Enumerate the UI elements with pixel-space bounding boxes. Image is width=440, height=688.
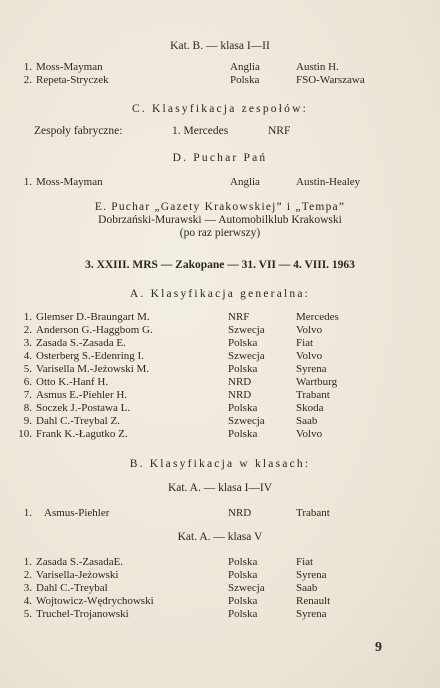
- rank: 2.: [23, 74, 32, 86]
- car: Syrena: [296, 363, 327, 375]
- country: NRD: [228, 376, 252, 388]
- rank: 1.: [23, 507, 32, 519]
- driver: Osterberg S.-Edenring I.: [36, 350, 144, 362]
- rank: 4.: [23, 595, 32, 607]
- car: Skoda: [296, 402, 324, 414]
- fabryczne-label: Zespoły fabryczne:: [34, 125, 123, 137]
- result-row: [0, 402, 440, 415]
- car: Saab: [296, 582, 318, 594]
- result-row: [0, 582, 440, 595]
- car: Austin-Healey: [296, 176, 361, 188]
- driver: Moss-Mayman: [36, 61, 103, 73]
- rank: 1.: [23, 61, 32, 73]
- car: FSO-Warszawa: [296, 74, 365, 86]
- rank: 1.: [23, 176, 32, 188]
- driver: Frank K.-Łagutko Z.: [36, 428, 128, 440]
- car: Volvo: [296, 428, 323, 440]
- kat-a-iv-row: [0, 507, 440, 520]
- kat-a-iv-heading: Kat. A. — klasa I—IV: [167, 482, 273, 494]
- country: Anglia: [230, 176, 260, 188]
- result-row: [0, 569, 440, 582]
- result-row: [0, 556, 440, 569]
- country: Szwecja: [228, 415, 265, 427]
- driver: Dahl C.-Treybal: [36, 582, 108, 594]
- rank: 8.: [23, 402, 32, 414]
- generalna-heading: A. Klasyfikacja generalna:: [129, 288, 311, 300]
- puchar-pan-heading: D. Puchar Pań: [172, 152, 268, 164]
- country: Polska: [228, 337, 258, 349]
- driver: Asmus-Piehler: [44, 507, 110, 519]
- car: Trabant: [296, 507, 330, 519]
- driver: Zasada S.-Zasada E.: [36, 337, 126, 349]
- driver: Otto K.-Hanf H.: [36, 376, 109, 388]
- country: Polska: [228, 363, 258, 375]
- country: NRD: [228, 507, 252, 519]
- driver: Varisella-Jeżowski: [36, 569, 119, 581]
- car: Saab: [296, 415, 318, 427]
- fabryczne-country: NRF: [268, 125, 291, 137]
- rank: 9.: [23, 415, 32, 427]
- country: Polska: [228, 556, 258, 568]
- rank: 3.: [23, 337, 32, 349]
- car: Volvo: [296, 350, 323, 362]
- country: NRF: [228, 311, 250, 323]
- country: Szwecja: [228, 350, 265, 362]
- result-row: [0, 324, 440, 337]
- driver: Zasada S.-ZasadaE.: [36, 556, 124, 568]
- rank: 1.: [23, 311, 32, 323]
- result-row: [0, 608, 440, 621]
- driver: Moss-Mayman: [36, 176, 103, 188]
- kat-b-heading: Kat. B. — klasa I—II: [170, 40, 270, 52]
- result-row: [0, 61, 440, 74]
- country: Polska: [228, 569, 258, 581]
- driver: Truchel-Trojanowski: [36, 608, 129, 620]
- car: Trabant: [296, 389, 330, 401]
- car: Syrena: [296, 608, 327, 620]
- klasach-heading: B. Klasyfikacja w klasach:: [129, 458, 311, 470]
- country: NRD: [228, 389, 252, 401]
- event-title: 3. XXIII. MRS — Zakopane — 31. VII — 4. VIII. 1963: [85, 259, 355, 271]
- rank: 2.: [23, 324, 32, 336]
- result-row: [0, 428, 440, 441]
- driver: Dahl C.-Treybal Z.: [36, 415, 120, 427]
- car: Mercedes: [296, 311, 339, 323]
- car: Austin H.: [296, 61, 339, 73]
- fabryczne-entry: 1. Mercedes: [172, 125, 229, 137]
- result-row: [0, 74, 440, 87]
- car: Fiat: [296, 556, 314, 568]
- driver: Asmus E.-Piehler H.: [36, 389, 128, 401]
- page-number: 9: [375, 640, 382, 655]
- driver: Wojtowicz-Wędrychowski: [36, 595, 154, 607]
- result-row: [0, 363, 440, 376]
- country: Szwecja: [228, 324, 265, 336]
- country: Polska: [228, 595, 258, 607]
- rank: 6.: [23, 376, 32, 388]
- puchar-gazety-heading: E. Puchar „Gazety Krakowskiej” i „Tempa”: [94, 201, 346, 213]
- zespolow-heading: C. Klasyfikacja zespołów:: [131, 103, 309, 115]
- result-row: [0, 389, 440, 402]
- rank: 1.: [23, 556, 32, 568]
- result-row: [0, 595, 440, 608]
- driver: Soczek J.-Postawa L.: [36, 402, 131, 414]
- rank: 5.: [23, 608, 32, 620]
- rank: 10.: [18, 428, 32, 440]
- rank: 3.: [23, 582, 32, 594]
- country: Polska: [228, 402, 258, 414]
- country: Anglia: [230, 61, 260, 73]
- rank: 2.: [23, 569, 32, 581]
- driver: Glemser D.-Braungart M.: [36, 311, 150, 323]
- kat-a-v-heading: Kat. A. — klasa V: [177, 531, 263, 543]
- country: Szwecja: [228, 582, 265, 594]
- result-row: [0, 376, 440, 389]
- driver: Repeta-Stryczek: [36, 74, 109, 86]
- car: Renault: [296, 595, 331, 607]
- country: Polska: [230, 74, 260, 86]
- rank: 4.: [23, 350, 32, 362]
- result-row: [0, 415, 440, 428]
- result-row: [0, 337, 440, 350]
- country: Polska: [228, 428, 258, 440]
- car: Syrena: [296, 569, 327, 581]
- result-row: [0, 350, 440, 363]
- result-row: [0, 311, 440, 324]
- rank: 7.: [23, 389, 32, 401]
- puchar-gazety-note: (po raz pierwszy): [179, 227, 261, 239]
- car: Volvo: [296, 324, 323, 336]
- car: Wartburg: [296, 376, 338, 388]
- country: Polska: [228, 608, 258, 620]
- car: Fiat: [296, 337, 314, 349]
- driver: Anderson G.-Haggbom G.: [36, 324, 153, 336]
- driver: Varisella M.-Jeżowski M.: [36, 363, 150, 375]
- puchar-gazety-winner: Dobrzański-Murawski — Automobilklub Krakowski: [98, 214, 342, 226]
- rank: 5.: [23, 363, 32, 375]
- puchar-pan-row: [0, 176, 440, 189]
